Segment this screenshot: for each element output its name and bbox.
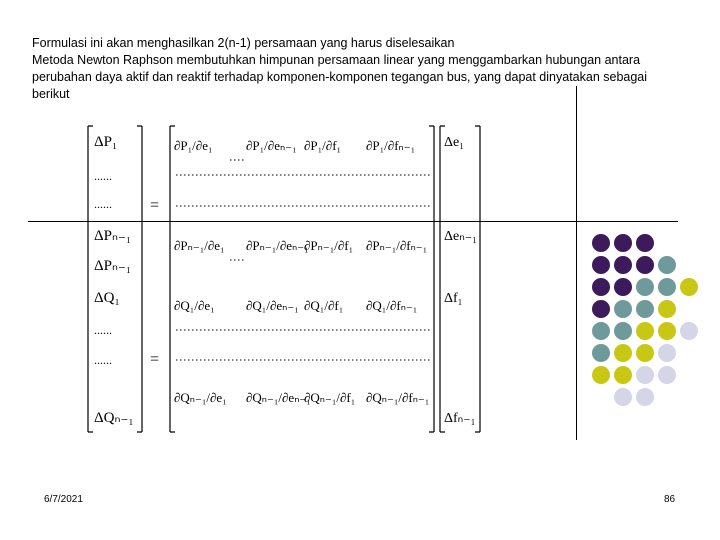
- j-2-1: ∂Q₁/∂eₙ₋₁: [246, 298, 299, 313]
- decorative-dot: [680, 322, 698, 340]
- decorative-dot: [592, 278, 610, 296]
- j-1-1: ∂Pₙ₋₁/∂eₙ₋₁: [246, 238, 309, 253]
- intro-line: Formulasi ini akan menghasilkan 2(n-1) persamaan yang harus diselesaikan: [32, 36, 455, 50]
- lhs-pn1-b: ΔPₙ₋₁: [94, 258, 132, 274]
- decorative-dot-grid: [582, 228, 702, 418]
- lhs-dots-2: ......: [94, 197, 112, 211]
- j-3-3: ∂Qₙ₋₁/∂fₙ₋₁: [366, 390, 430, 405]
- decorative-dot: [592, 366, 610, 384]
- j-1-3: ∂Pₙ₋₁/∂fₙ₋₁: [366, 238, 428, 253]
- jacobian-matrix: [174, 138, 429, 405]
- j-2-2: ∂Q₁/∂f₁: [304, 298, 344, 313]
- j-0-3: ∂P₁/∂fₙ₋₁: [366, 138, 416, 153]
- decorative-dot: [592, 256, 610, 274]
- equals-signs: [150, 197, 159, 368]
- rhs-vector: [444, 135, 477, 426]
- jacobian-equation: [80, 120, 500, 440]
- svg-text:=: =: [150, 197, 160, 214]
- rhs-fn1: Δfₙ₋₁: [444, 411, 476, 426]
- rhs-e1: Δe₁: [444, 135, 465, 150]
- decorative-dot: [658, 322, 676, 340]
- lhs-pn1: ΔPₙ₋₁: [94, 228, 132, 244]
- decorative-dot: [636, 366, 654, 384]
- footer-date: 6/7/2021: [44, 494, 83, 505]
- decorative-dot: [658, 366, 676, 384]
- decorative-dot: [636, 234, 654, 252]
- lhs-dots-4: ......: [94, 353, 112, 367]
- j-0-1: ∂P₁/∂eₙ₋₁: [246, 138, 297, 153]
- decorative-dot: [636, 300, 654, 318]
- decorative-dot: [614, 322, 632, 340]
- lhs-brackets: [88, 126, 480, 432]
- j-2-0: ∂Q₁/∂e₁: [174, 298, 215, 313]
- decorative-dot: [592, 322, 610, 340]
- decorative-dot: [614, 256, 632, 274]
- j-3-2: ∂Qₙ₋₁/∂f₁: [304, 390, 356, 405]
- vertical-rule: [576, 86, 577, 440]
- decorative-dot: [592, 234, 610, 252]
- decorative-dot: [658, 300, 676, 318]
- lhs-q1: ΔQ₁: [94, 290, 120, 306]
- j-0-2: ∂P₁/∂f₁: [304, 138, 342, 153]
- rhs-en1: Δeₙ₋₁: [444, 229, 478, 244]
- decorative-dot: [614, 278, 632, 296]
- decorative-dot: [614, 344, 632, 362]
- svg-text:=: =: [150, 351, 160, 368]
- decorative-dot: [592, 300, 610, 318]
- matrix-dots: [176, 160, 430, 360]
- j-1-0: ∂Pₙ₋₁/∂e₁: [174, 238, 225, 253]
- lhs-vector: [94, 134, 134, 426]
- j-3-0: ∂Qₙ₋₁/∂e₁: [174, 390, 227, 405]
- j-0-0: ∂P₁/∂e₁: [174, 138, 213, 153]
- decorative-dot: [614, 388, 632, 406]
- page-number: 86: [664, 494, 676, 505]
- decorative-dot: [636, 388, 654, 406]
- decorative-dot: [614, 366, 632, 384]
- rhs-f1: Δf₁: [444, 291, 463, 306]
- decorative-dot: [636, 278, 654, 296]
- j-3-1: ∂Qₙ₋₁/∂eₙ₋₁: [246, 390, 311, 405]
- decorative-dot: [680, 278, 698, 296]
- j-2-3: ∂Q₁/∂fₙ₋₁: [366, 298, 418, 313]
- decorative-dot: [636, 256, 654, 274]
- decorative-dot: [658, 256, 676, 274]
- lhs-qn1: ΔQₙ₋₁: [94, 410, 134, 426]
- lhs-dots-1: ......: [94, 169, 112, 183]
- decorative-dot: [658, 278, 676, 296]
- description-paragraph: Metoda Newton Raphson membutuhkan himpunan persamaan linear yang menggambarkan hubungan antara perubahan daya aktif dan reaktif terhadap komponen-komponen tegangan bus, yang dapat dinyatakan sebagai berikut: [32, 53, 648, 101]
- j-1-2: ∂Pₙ₋₁/∂f₁: [304, 238, 354, 253]
- decorative-dot: [636, 344, 654, 362]
- lhs-p1: ΔP₁: [94, 134, 118, 150]
- lhs-dots-3: ......: [94, 323, 112, 337]
- decorative-dot: [658, 344, 676, 362]
- decorative-dot: [636, 322, 654, 340]
- slide-body-text: [32, 35, 682, 103]
- decorative-dot: [592, 344, 610, 362]
- decorative-dot: [614, 300, 632, 318]
- decorative-dot: [614, 234, 632, 252]
